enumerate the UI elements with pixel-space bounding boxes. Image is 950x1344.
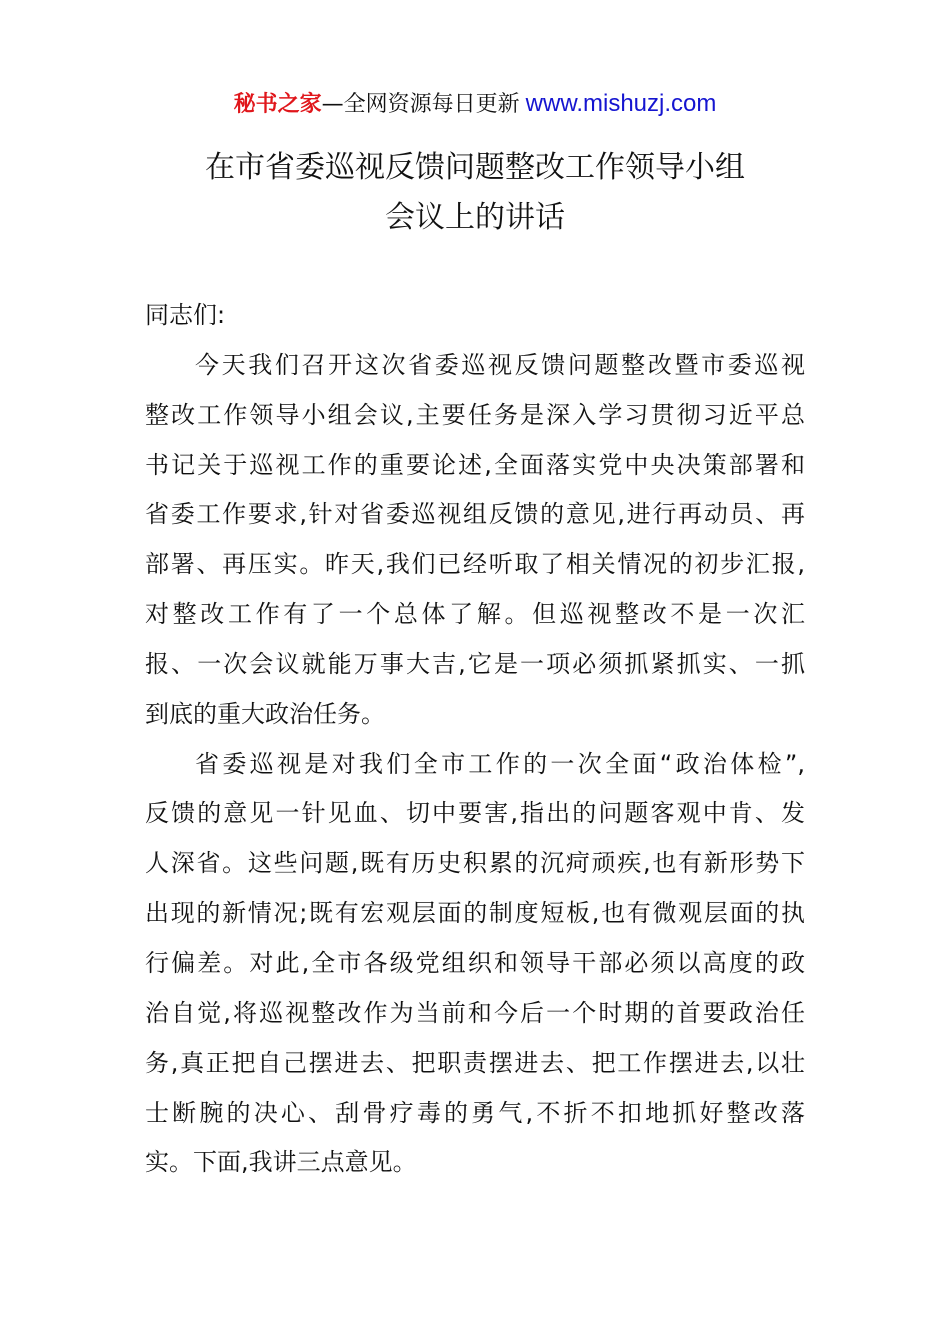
site-banner (0, 88, 950, 121)
paragraph-line: 整改工作领导小组会议,主要任务是深入学习贯彻习近平总 (145, 400, 805, 429)
paragraph-line: 反馈的意见一针见血、切中要害,指出的问题客观中肯、发 (145, 799, 805, 828)
paragraph-line: 治自觉,将巡视整改作为当前和今后一个时期的首要政治任 (145, 998, 805, 1027)
paragraph-line: 书记关于巡视工作的重要论述,全面落实党中央决策部署和 (145, 450, 805, 479)
paragraph-line: 报、一次会议就能万事大吉,它是一项必须抓紧抓实、一抓 (145, 649, 805, 678)
salutation: 同志们: (145, 301, 226, 329)
paragraph-line: 务,真正把自己摆进去、把职责摆进去、把工作摆进去,以壮 (145, 1048, 805, 1077)
paragraph-line: 省委工作要求,针对省委巡视组反馈的意见,进行再动员、再 (145, 500, 805, 529)
document-title-line-1: 在市省委巡视反馈问题整改工作领导小组 (205, 150, 745, 185)
paragraph-line: 实。下面,我讲三点意见。 (145, 1148, 417, 1177)
site-url-link[interactable]: www.mishuzj.com (525, 90, 717, 117)
paragraph-line: 对整改工作有了一个总体了解。但巡视整改不是一次汇 (145, 600, 805, 629)
paragraph-line: 行偏差。对此,全市各级党组织和领导干部必须以高度的政 (145, 948, 805, 977)
paragraph-line: 士断腕的决心、刮骨疗毒的勇气,不折不扣地抓好整改落 (145, 1098, 805, 1127)
document-title-line-2: 会议上的讲话 (385, 200, 565, 235)
brand-name: 秘书之家 (233, 92, 322, 117)
paragraph (145, 341, 805, 740)
paragraph-line: 省委巡视是对我们全市工作的一次全面“政治体检”, (195, 749, 805, 778)
paragraph-line: 出现的新情况;既有宏观层面的制度短板,也有微观层面的执 (145, 899, 805, 928)
paragraph (145, 740, 805, 1189)
banner-slogan: —全网资源每日更新 (321, 92, 520, 117)
document-body (145, 291, 805, 1188)
paragraph-line: 到底的重大政治任务。 (145, 699, 385, 728)
paragraph-line: 部署、再压实。昨天,我们已经听取了相关情况的初步汇报, (145, 550, 805, 579)
paragraph-line: 今天我们召开这次省委巡视反馈问题整改暨市委巡视 (195, 350, 805, 379)
paragraph-line: 人深省。这些问题,既有历史积累的沉疴顽疾,也有新形势下 (145, 849, 805, 878)
